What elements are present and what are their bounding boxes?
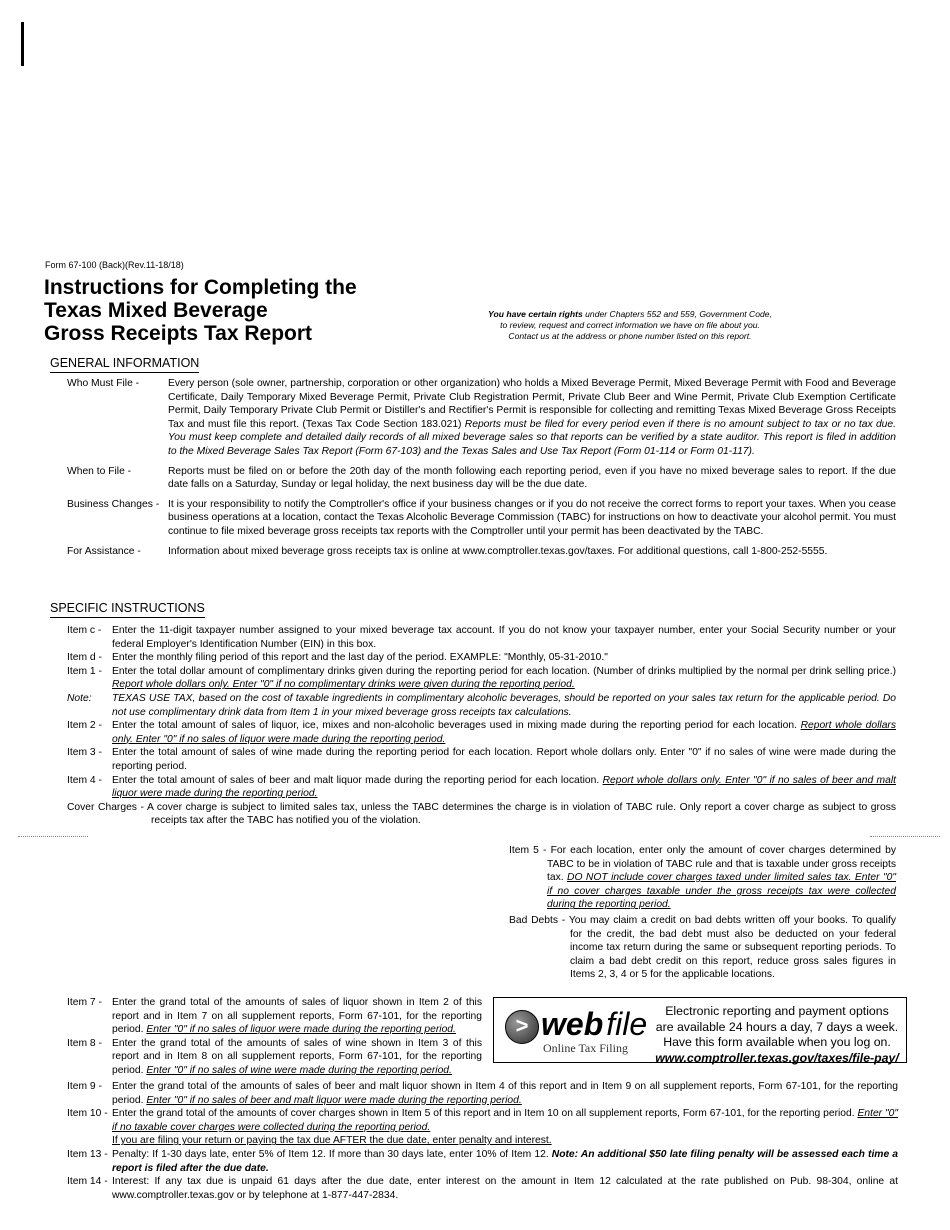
general-information-heading: GENERAL INFORMATION [50, 356, 199, 373]
item-14-label: Item 14 - [67, 1176, 108, 1188]
note-text: TEXAS USE TAX, based on the cost of taxable ingredients in complimentary alcoholic beverages, should be reported on your sales tax return for the applicable period. Do not use complimentary drink data from Item 1 in your mixed beverage gross receipts tax calculations. [112, 692, 896, 718]
who-must-file-label: Who Must File - [67, 378, 140, 389]
fold-mark-right [870, 836, 940, 837]
item-13 [67, 1148, 898, 1175]
note-label: Note: [67, 692, 92, 704]
title-line-3: Gross Receipts Tax Report [44, 322, 313, 345]
item-c-label: Item c - [67, 625, 102, 636]
item-14 [67, 1175, 898, 1202]
item-1-text: Enter the total dollar amount of complimentary drinks given during the reporting period for each location. (Number of drinks multiplied by the normal per drink selling price.) [112, 665, 896, 677]
item-9-text: Enter the grand total of the amounts of sales of beer and malt liquor shown in Item 4 of this report and in Item 9 on all supplement reports, Form 67-101, for the reporting period. [112, 1081, 898, 1106]
item-2-underlined: Report whole dollars only. Enter "0" if no sales of liquor were made during the reporting period. [112, 720, 896, 745]
for-assistance [67, 545, 896, 559]
item-1 [67, 665, 896, 692]
webfile-line-3: Have this form available when you log on. [663, 1035, 891, 1049]
webfile-arrow-icon: > [505, 1010, 539, 1044]
bad-debts-label: Bad Debts - [509, 914, 569, 926]
item-10-label: Item 10 - [67, 1108, 108, 1120]
for-assistance-text: Information about mixed beverage gross receipts tax is online at www.comptroller.texas.gov/taxes. For additional questions, call 1-800-252-5555. [168, 545, 828, 557]
item-3 [67, 746, 896, 773]
item-5-text: For each location, enter only the amount of cover charges determined by TABC to be in violation of TABC rule and that is taxable under gross receipts tax. [547, 845, 897, 884]
item-3-text: Enter the total amount of sales of wine made during the reporting period for each location. Report whole dollars only. Enter "0" if no sales of wine were made during the reporting period. [112, 747, 896, 772]
rights-line-2: to review, request and correct information we have on file about you. [500, 320, 760, 331]
item-7-label: Item 7 - [67, 997, 102, 1008]
who-must-file-text: Every person (sole owner, partnership, corporation or other organization) who holds a Mixed Beverage Permit, Mixed Beverage Permit with Food and Beverage Certificate, Daily Temporary Mixed Beverage Permit, Private Club Registration Permit, Private Club Beer and Wine Permit, Private Club Exemption Certificate Permit, Daily Temporary Private Club Permit or Distiller's and Rectifier's Permit is responsible for collecting and remitting Texas Mixed Beverage Gross Receipts Tax and must file this report. (Texas Tax Code Section 183.021) [168, 378, 896, 430]
fold-mark-left [18, 836, 88, 837]
item-14-text: Interest: If any tax due is unpaid 61 days after the due date, enter interest on the amount in Item 12 calculated at the rate published on Pub. 98-304, online at www.comptroller.texas.gov or by telephone at 1-877-447-2834. [112, 1176, 898, 1201]
item-1-underlined: Report whole dollars only. Enter "0" if no complimentary drinks were given during the reporting period. [112, 679, 575, 691]
item-3-label: Item 3 - [67, 747, 102, 759]
title-line-1: Instructions for Completing the [44, 276, 357, 299]
business-changes-label: Business Changes - [67, 498, 160, 510]
when-to-file [67, 465, 896, 492]
item-4 [67, 774, 896, 801]
item-d [67, 651, 896, 665]
item-5 [509, 844, 896, 912]
item-2-text: Enter the total amount of sales of liquor, ice, mixes and non-alcoholic beverages used in mixing made during the reporting period for each location. [112, 720, 801, 732]
business-changes [67, 498, 896, 539]
late-filing-note: If you are filing your return or paying the tax due AFTER the due date, enter penalty and interest. [112, 1135, 552, 1147]
bad-debts-text: You may claim a credit on bad debts written off your books. To qualify for the credit, the bad debt must also be deducted on your federal income tax return during the same or subsequent reporting periods. To claim a bad debt credit on this report, reduce gross sales figures in Items 2, 3, 4 or 5 for the applicable locations. [568, 914, 897, 981]
title-line-2: Texas Mixed Beverage [44, 299, 268, 322]
items-7-8 [67, 996, 482, 1078]
item-7-underlined: Enter "0" if no sales of liquor were made during the reporting period. [146, 1024, 456, 1036]
item-4-text: Enter the total amount of sales of beer and malt liquor made during the reporting period for each location. [112, 774, 603, 786]
item-13-note: Note: An additional $50 late filing penalty will be assessed each time a report is filed after the due date. [112, 1148, 899, 1174]
item-1-label: Item 1 - [67, 665, 102, 677]
item-7 [67, 996, 482, 1037]
item-9 [67, 1080, 898, 1107]
item-9-underlined: Enter "0" if no sales of beer and malt liquor were made during the reporting period. [146, 1094, 522, 1106]
item-d-label: Item d - [67, 652, 102, 664]
webfile-logo-web: web [541, 1006, 604, 1042]
specific-instructions-heading: SPECIFIC INSTRUCTIONS [50, 601, 205, 618]
rights-notice [455, 309, 805, 343]
note [67, 692, 896, 719]
cover-charges-label: Cover Charges - [67, 801, 147, 813]
for-assistance-label: For Assistance - [67, 545, 141, 557]
item-d-text: Enter the monthly filing period of this report and the last day of the period. EXAMPLE: "Monthly, 05-31-2010." [112, 652, 608, 664]
rights-line-1: under Chapters 552 and 559, Government Code, [582, 309, 772, 319]
item-c [67, 624, 896, 651]
when-to-file-text: Reports must be filed on or before the 20th day of the month following each reporting period, even if you have no mixed beverage sales to report. If the due date falls on a Saturday, Sunday or legal holiday, the next business day will be the due date. [168, 465, 896, 491]
business-changes-text: It is your responsibility to notify the Comptroller's office if your business changes or if you do not receive the correct forms to report your taxes. When you cease business operations at a location, contact the Texas Alcoholic Beverage Commission (TABC) for instructions on how to deactivate your alcohol permit. You must continue to file mixed beverage gross receipts tax reports with the Comptroller until your permit has been deactivated by the TABC. [168, 498, 896, 537]
item-8-underlined: Enter "0" if no sales of wine were made during the reporting period. [146, 1064, 452, 1076]
rights-bold: You have certain rights [488, 309, 583, 319]
item-13-label: Item 13 - [67, 1148, 108, 1160]
bad-debts [509, 914, 896, 982]
webfile-message [652, 1004, 902, 1066]
item-2-label: Item 2 - [67, 720, 102, 732]
item-13-text: Penalty: If 1-30 days late, enter 5% of Item 12. If more than 30 days late, enter 10% of Item 12. [112, 1148, 552, 1160]
who-must-file [67, 377, 896, 459]
item-5-label: Item 5 - [509, 845, 551, 856]
webfile-box [493, 997, 907, 1063]
who-must-file-italic: Reports must be filed for every period even if there is no amount subject to tax or no tax due. You must keep complete and detailed daily records of all mixed beverage sales so that reports can be verified by a state auditor. This report is filed in addition to the Mixed Beverage Sales Tax Report (Form 67-103) and the Texas Sales and Use Tax Report (Form 01-114 or Form 01-117). [168, 418, 896, 457]
item-2 [67, 719, 896, 746]
general-information-section [67, 377, 896, 564]
form-number: Form 67-100 (Back)(Rev.11-18/18) [45, 260, 184, 270]
item-10-text: Enter the grand total of the amounts of cover charges shown in Item 5 of this report and in Item 10 on all supplement reports, Form 67-101, for the reporting period. [112, 1108, 858, 1120]
item-8-label: Item 8 - [67, 1037, 102, 1049]
page-title [44, 276, 357, 345]
item-8 [67, 1037, 482, 1078]
item-10 [67, 1107, 898, 1134]
specific-instructions-section [67, 624, 896, 828]
when-to-file-label: When to File - [67, 465, 132, 477]
bottom-items [67, 1080, 898, 1202]
rights-line-3: Contact us at the address or phone number listed on this report. [508, 331, 752, 342]
item-10-underlined: Enter "0" if no taxable cover charges were collected during the reporting period. [112, 1108, 899, 1133]
webfile-line-1: Electronic reporting and payment options [665, 1004, 889, 1018]
corner-registration-mark [21, 22, 24, 66]
webfile-url-link[interactable]: www.comptroller.texas.gov/taxes/file-pay/ [655, 1050, 899, 1065]
webfile-logo-file: file [606, 1006, 648, 1042]
item-4-label: Item 4 - [67, 774, 102, 786]
item-4-underlined: Report whole dollars only. Enter "0" if no sales of beer and malt liquor were made during the reporting period. [112, 774, 896, 800]
webfile-tagline: Online Tax Filing [543, 1041, 628, 1055]
item-7-text: Enter the grand total of the amounts of sales of liquor shown in Item 2 of this report and in Item 7 on all supplement reports, Form 67-101, for the reporting period. [112, 997, 482, 1036]
webfile-logo [503, 1006, 653, 1056]
item-5-underlined: DO NOT include cover charges taxed under limited sales tax. Enter "0" if no cover charges taxable under the gross receipts tax were collected during the reporting period. [547, 872, 896, 911]
item-c-text: Enter the 11-digit taxpayer number assigned to your mixed beverage tax account. If you do not know your taxpayer number, enter your Social Security number or your federal Employer's Identification Number (EIN) in this box. [112, 625, 896, 650]
webfile-line-2: are available 24 hours a day, 7 days a week. [655, 1019, 899, 1034]
item-8-text: Enter the grand total of the amounts of sales of wine shown in Item 3 of this report and in Item 8 on all supplement reports, Form 67-101, for the reporting period. [112, 1037, 482, 1076]
cover-charges-text: A cover charge is subject to limited sales tax, unless the TABC determines the charge is in violation of TABC rule. Only report a cover charge as subject to gross receipts tax after the TABC has notified you of the violation. [146, 801, 896, 827]
right-column-items [509, 844, 896, 982]
item-9-label: Item 9 - [67, 1081, 102, 1092]
cover-charges [67, 801, 896, 828]
